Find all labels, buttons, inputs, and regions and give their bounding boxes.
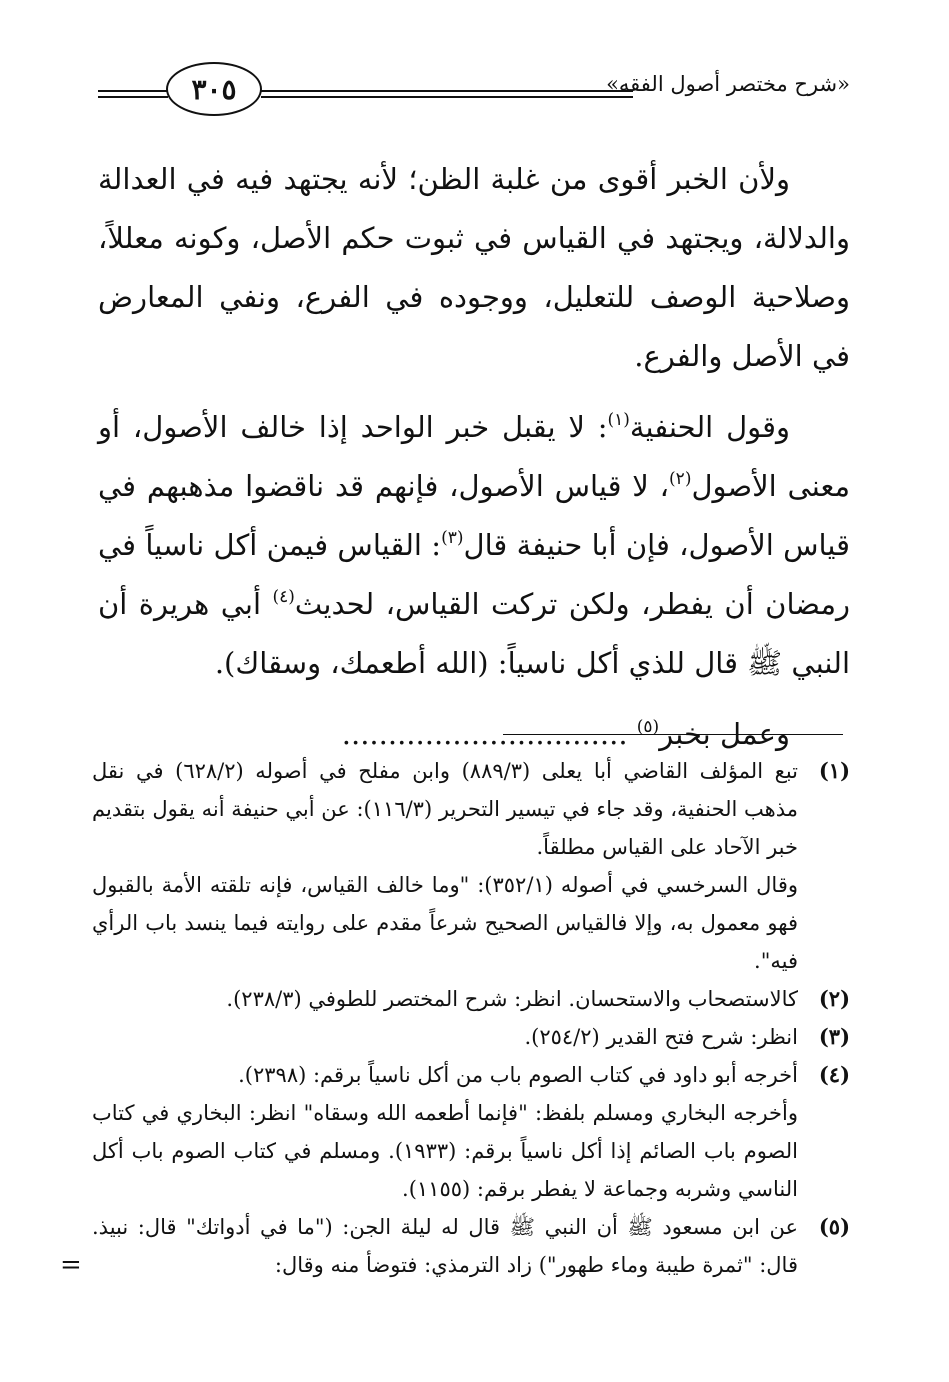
main-text xyxy=(98,150,850,764)
footnote-text: انظر: شرح فتح القدير (٢٥٤/٢). xyxy=(524,1025,798,1049)
continuation-dots: ............................... xyxy=(341,717,637,751)
footnote-ref-3[interactable]: (٣) xyxy=(441,528,464,548)
paragraph-1: ولأن الخبر أقوى من غلبة الظن؛ لأنه يجتهد فيه في العدالة والدلالة، ويجتهد في القياس في ثبوت حكم الأصل، وكونه معللاً، وصلاحية الوصف للتعليل، ووجوده في الفرع، ونفي المعارض في الأصل والفرع. xyxy=(98,162,850,373)
footnote-number: (١) xyxy=(818,758,850,783)
page-header xyxy=(98,48,850,118)
text-segment: وعمل بخبر xyxy=(659,717,790,751)
text-segment: وقول الحنفية xyxy=(629,410,790,444)
paragraph-2 xyxy=(98,398,850,693)
footnote-separator xyxy=(503,734,843,735)
footnote-text: وقال السرخسي في أصوله (٣٥٢/١): "وما خالف القياس، فإنه تلقته الأمة بالقبول فهو معمول به، وإلا فالقياس الصحيح شرعاً مقدم على روايته فيما ينسد باب الرأي فيه". xyxy=(92,873,799,973)
page-number: ٣٠٥ xyxy=(166,62,262,116)
footnote-number: (٤) xyxy=(818,1062,850,1087)
running-title: «شرح مختصر أصول الفقه» xyxy=(606,72,850,96)
footnote-text: أخرجه أبو داود في كتاب الصوم باب من أكل ناسياً برقم: (٢٣٩٨). xyxy=(238,1063,798,1087)
footnote-text: وأخرجه البخاري ومسلم بلفظ: "فإنما أطعمه الله وسقاه" انظر: البخاري في كتاب الصوم باب الصائم إذا أكل ناسياً برقم: (١٩٣٣). ومسلم في كتاب الصوم باب أكل الناسي وشربه وجماعة لا يفطر برقم: (١١٥٥). xyxy=(92,1101,798,1201)
footnotes xyxy=(60,752,850,1284)
continuation-mark: = xyxy=(60,1250,82,1280)
footnote-number: (٢) xyxy=(818,986,850,1011)
footnote-text: تبع المؤلف القاضي أبا يعلى (٨٨٩/٣) وابن مفلح في أصوله (٦٢٨/٢) في نقل مذهب الحنفية، وقد جاء في تيسير التحرير (١١٦/٣): عن أبي حنيفة أنه يقول بتقديم خبر الآحاد على القياس مطلقاً. xyxy=(92,759,799,859)
footnote-1 xyxy=(92,752,850,980)
header-rule-left xyxy=(98,90,168,98)
footnote-ref-5[interactable]: (٥) xyxy=(636,717,660,737)
header-rule-right xyxy=(261,90,633,98)
footnote-ref-4[interactable]: (٤) xyxy=(272,587,295,607)
footnote-number: (٥) xyxy=(818,1214,850,1239)
text-segment: ، لا قياس الأصول، فإنهم قد ناقضوا مذهبهم في قياس الأصول، فإن أبا حنيفة قال xyxy=(98,469,850,562)
footnote-3 xyxy=(92,1018,850,1056)
text-segment: : لا يقبل خبر الواحد إذا خالف الأصول، أو معنى الأصول xyxy=(98,410,851,503)
footnote-5 xyxy=(60,1208,850,1284)
footnote-text: عن ابن مسعود ﷺ أن النبي ﷺ قال له ليلة الجن: ("ما في أدواتك" قال: نبيذ. قال: "ثمرة طيبة وماء طهور") زاد الترمذي: فتوضأ منه وقال: xyxy=(92,1215,798,1277)
text-segment: : القياس فيمن أكل ناسياً في رمضان أن يفطر، ولكن تركت القياس، لحديث xyxy=(98,528,850,621)
footnote-number: (٣) xyxy=(818,1024,850,1049)
footnote-4 xyxy=(92,1056,850,1208)
footnote-ref-2[interactable]: (٢) xyxy=(669,469,692,489)
footnote-text: كالاستصحاب والاستحسان. انظر: شرح المختصر للطوفي (٢٣٨/٣). xyxy=(226,987,798,1011)
footnote-2 xyxy=(92,980,850,1018)
footnote-ref-1[interactable]: (١) xyxy=(607,410,630,430)
text-segment: أبي هريرة أن النبي ﷺ قال للذي أكل ناسياً: (الله أطعمك، وسقاك). xyxy=(98,587,850,680)
